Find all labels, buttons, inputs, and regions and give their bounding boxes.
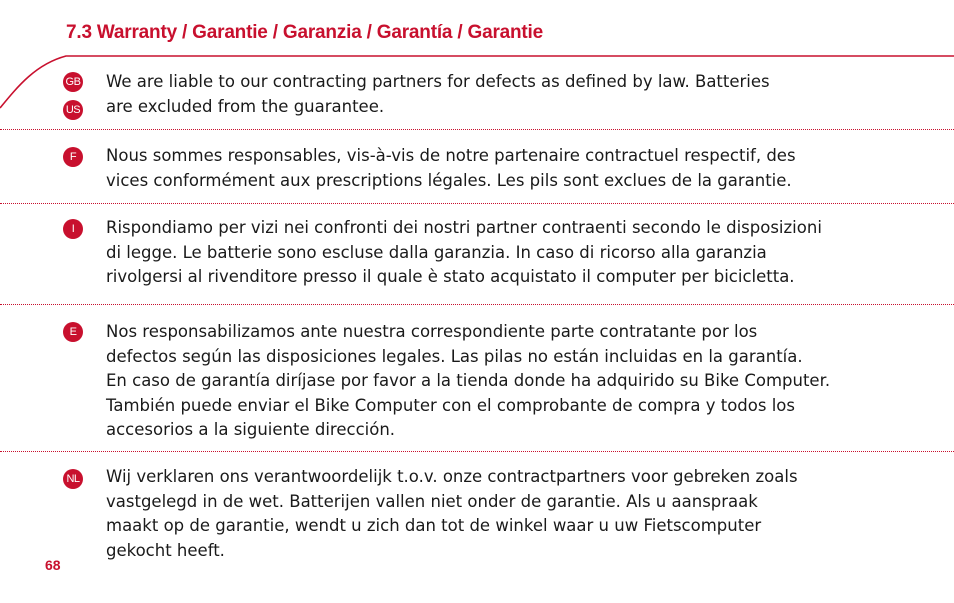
paragraph-line: vastgelegd in de wet. Batterijen vallen niet onder de garantie. Als u aanspraak	[106, 491, 758, 511]
paragraph-line: We are liable to our contracting partners for defects as defined by law. Batteries	[106, 72, 770, 91]
section-heading: 7.3 Warranty / Garantie / Garanzia / Garantía / Garantie	[66, 22, 544, 43]
paragraph-line: rivolgersi al rivenditore presso il quale è stato acquistato il computer per bicicletta.	[106, 267, 795, 286]
paragraph-line: gekocht heeft.	[106, 540, 225, 560]
paragraph-line: are excluded from the guarantee.	[106, 96, 385, 116]
section-divider	[0, 203, 954, 204]
language-badge-nl: NL	[63, 469, 83, 489]
paragraph-line: Rispondiamo per vizi nei confronti dei nostri partner contraenti secondo le disposizioni	[106, 218, 822, 237]
paragraph-line: En caso de garantía diríjase por favor a la tienda donde ha adquirido su Bike Computer.	[106, 371, 831, 390]
paragraph-line: También puede enviar el Bike Computer con el comprobante de compra y todos los	[106, 395, 795, 415]
paragraph-line: defectos según las disposiciones legales. Las pilas no están incluidas en la garantía.	[106, 346, 803, 366]
language-badge-f: F	[63, 147, 83, 167]
paragraph-line: maakt op de garantie, wendt u zich dan tot de winkel waar u uw Fietscomputer	[106, 516, 762, 535]
paragraph-nl	[106, 465, 906, 563]
paragraph-line: Wij verklaren ons verantwoordelijk t.o.v. onze contractpartners voor gebreken zoals	[106, 467, 798, 486]
paragraph-it	[106, 216, 906, 290]
paragraph-en	[106, 70, 906, 119]
page-number: 68	[45, 557, 61, 573]
language-badge-i: I	[63, 219, 83, 239]
paragraph-line: Nous sommes responsables, vis-à-vis de notre partenaire contractuel respectif, des	[106, 146, 796, 165]
language-badge-e: E	[63, 322, 83, 342]
language-badge-gb: GB	[63, 72, 83, 92]
paragraph-es	[106, 320, 906, 443]
paragraph-line: accesorios a la siguiente dirección.	[106, 420, 396, 439]
section-divider	[0, 304, 954, 305]
language-badge-us: US	[63, 100, 83, 120]
paragraph-fr	[106, 144, 906, 193]
paragraph-line: di legge. Le batterie sono escluse dalla garanzia. In caso di ricorso alla garanzia	[106, 242, 767, 262]
section-divider	[0, 451, 954, 452]
section-divider	[0, 129, 954, 130]
paragraph-line: vices conformément aux prescriptions légales. Les pils sont exclues de la garantie.	[106, 170, 792, 190]
paragraph-line: Nos responsabilizamos ante nuestra correspondiente parte contratante por los	[106, 322, 758, 341]
